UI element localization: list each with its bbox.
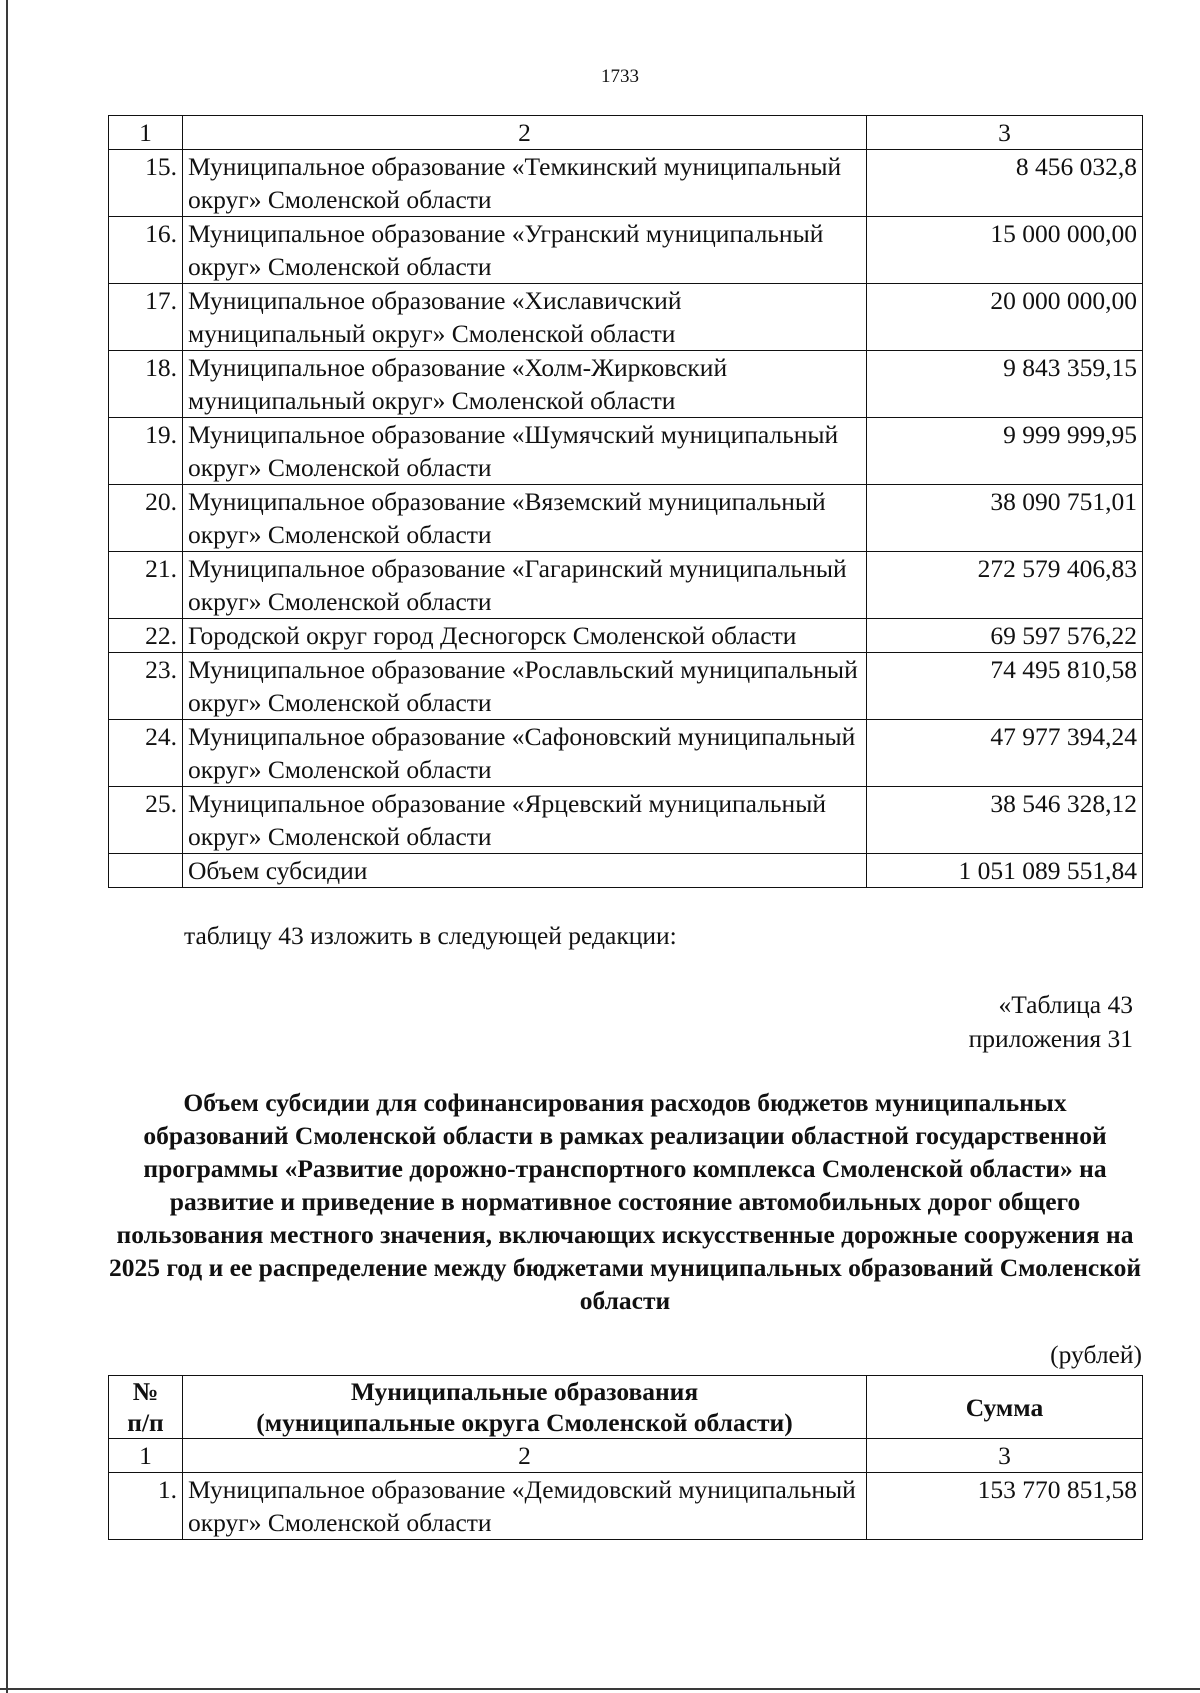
subsidy-sum: 9 999 999,95 bbox=[867, 418, 1143, 485]
subsidy-sum: 9 843 359,15 bbox=[867, 351, 1143, 418]
scan-border-bottom bbox=[0, 1688, 1200, 1690]
table-title: Объем субсидии для софинансирования расходов бюджетов муниципальных образований Смоленской области в рамках реализации областной государственной программы «Развитие дорожно-транспортного комплекса Смоленской области» на развитие и приведение в нормативное состояние автомобильных дорог общего пользования местного значения, включающих искусственные дорожные сооружения на 2025 год и ее распределение между бюджетами муниципальных образований Смоленской области bbox=[108, 1088, 1142, 1315]
table-row bbox=[109, 217, 1143, 284]
municipality-name: Муниципальное образование «Сафоновский муниципальный округ» Смоленской области bbox=[183, 720, 867, 787]
row-number: 16. bbox=[109, 217, 183, 284]
table-row bbox=[109, 284, 1143, 351]
column-number: 3 bbox=[867, 1439, 1143, 1473]
subsidy-sum: 47 977 394,24 bbox=[867, 720, 1143, 787]
column-numbers-row bbox=[109, 116, 1143, 150]
table-row bbox=[109, 619, 1143, 653]
table-row bbox=[109, 1473, 1143, 1540]
amendment-intro-text: таблицу 43 изложить в следующей редакции: bbox=[184, 921, 677, 950]
municipality-name: Муниципальное образование «Вяземский муниципальный округ» Смоленской области bbox=[183, 485, 867, 552]
row-number: 17. bbox=[109, 284, 183, 351]
row-number: 23. bbox=[109, 653, 183, 720]
subsidy-sum: 38 090 751,01 bbox=[867, 485, 1143, 552]
header-municipality-line: (муниципальные округа Смоленской области) bbox=[256, 1408, 793, 1437]
row-number: 24. bbox=[109, 720, 183, 787]
subsidy-sum: 8 456 032,8 bbox=[867, 150, 1143, 217]
header-number bbox=[109, 1376, 183, 1439]
currency-unit: (рублей) bbox=[1050, 1340, 1142, 1369]
column-number: 1 bbox=[109, 1439, 183, 1473]
subsidy-sum: 153 770 851,58 bbox=[867, 1473, 1143, 1540]
table-row bbox=[109, 418, 1143, 485]
subsidy-sum: 38 546 328,12 bbox=[867, 787, 1143, 854]
municipality-name: Муниципальное образование «Рославльский муниципальный округ» Смоленской области bbox=[183, 653, 867, 720]
municipality-name: Муниципальное образование «Шумячский муниципальный округ» Смоленской области bbox=[183, 418, 867, 485]
column-number: 1 bbox=[109, 116, 183, 150]
column-number: 2 bbox=[183, 1439, 867, 1473]
column-number: 3 bbox=[867, 116, 1143, 150]
table-row bbox=[109, 485, 1143, 552]
page-number: 1733 bbox=[601, 66, 639, 87]
header-municipality-line: Муниципальные образования bbox=[350, 1377, 699, 1406]
table-header-row bbox=[109, 1376, 1143, 1439]
table-row bbox=[109, 787, 1143, 854]
table-caption bbox=[969, 988, 1133, 1056]
column-numbers-row bbox=[109, 1439, 1143, 1473]
municipality-name: Муниципальное образование «Демидовский муниципальный округ» Смоленской области bbox=[183, 1473, 867, 1540]
row-number: 22. bbox=[109, 619, 183, 653]
table-row bbox=[109, 552, 1143, 619]
total-label: Объем субсидии bbox=[183, 854, 867, 888]
table-row bbox=[109, 653, 1143, 720]
table-row bbox=[109, 720, 1143, 787]
row-number: 20. bbox=[109, 485, 183, 552]
subsidy-sum: 74 495 810,58 bbox=[867, 653, 1143, 720]
total-sum: 1 051 089 551,84 bbox=[867, 854, 1143, 888]
municipality-name: Муниципальное образование «Холм-Жирковский муниципальный округ» Смоленской области bbox=[183, 351, 867, 418]
total-row bbox=[109, 854, 1143, 888]
row-number: 19. bbox=[109, 418, 183, 485]
subsidy-sum: 69 597 576,22 bbox=[867, 619, 1143, 653]
row-number: 18. bbox=[109, 351, 183, 418]
header-sum: Сумма bbox=[867, 1376, 1143, 1439]
municipality-name: Муниципальное образование «Темкинский муниципальный округ» Смоленской области bbox=[183, 150, 867, 217]
scan-border-left bbox=[6, 0, 8, 1693]
table-row bbox=[109, 351, 1143, 418]
municipality-name: Городской округ город Десногорск Смоленской области bbox=[183, 619, 867, 653]
row-number: 25. bbox=[109, 787, 183, 854]
header-number-line: № bbox=[132, 1377, 159, 1406]
header-municipality bbox=[183, 1376, 867, 1439]
municipality-name: Муниципальное образование «Ярцевский муниципальный округ» Смоленской области bbox=[183, 787, 867, 854]
row-number: 1. bbox=[109, 1473, 183, 1540]
subsidy-sum: 272 579 406,83 bbox=[867, 552, 1143, 619]
column-number: 2 bbox=[183, 116, 867, 150]
subsidy-sum: 20 000 000,00 bbox=[867, 284, 1143, 351]
table-row bbox=[109, 150, 1143, 217]
subsidy-table-continued bbox=[108, 115, 1143, 888]
row-number: 21. bbox=[109, 552, 183, 619]
total-number-cell bbox=[109, 854, 183, 888]
municipality-name: Муниципальное образование «Угранский муниципальный округ» Смоленской области bbox=[183, 217, 867, 284]
municipality-name: Муниципальное образование «Хиславичский муниципальный округ» Смоленской области bbox=[183, 284, 867, 351]
table-caption-line: «Таблица 43 bbox=[998, 990, 1133, 1019]
row-number: 15. bbox=[109, 150, 183, 217]
header-number-line: п/п bbox=[127, 1408, 164, 1437]
subsidy-sum: 15 000 000,00 bbox=[867, 217, 1143, 284]
municipality-name: Муниципальное образование «Гагаринский муниципальный округ» Смоленской области bbox=[183, 552, 867, 619]
table-caption-line: приложения 31 bbox=[968, 1024, 1133, 1053]
subsidy-table-new bbox=[108, 1375, 1143, 1540]
